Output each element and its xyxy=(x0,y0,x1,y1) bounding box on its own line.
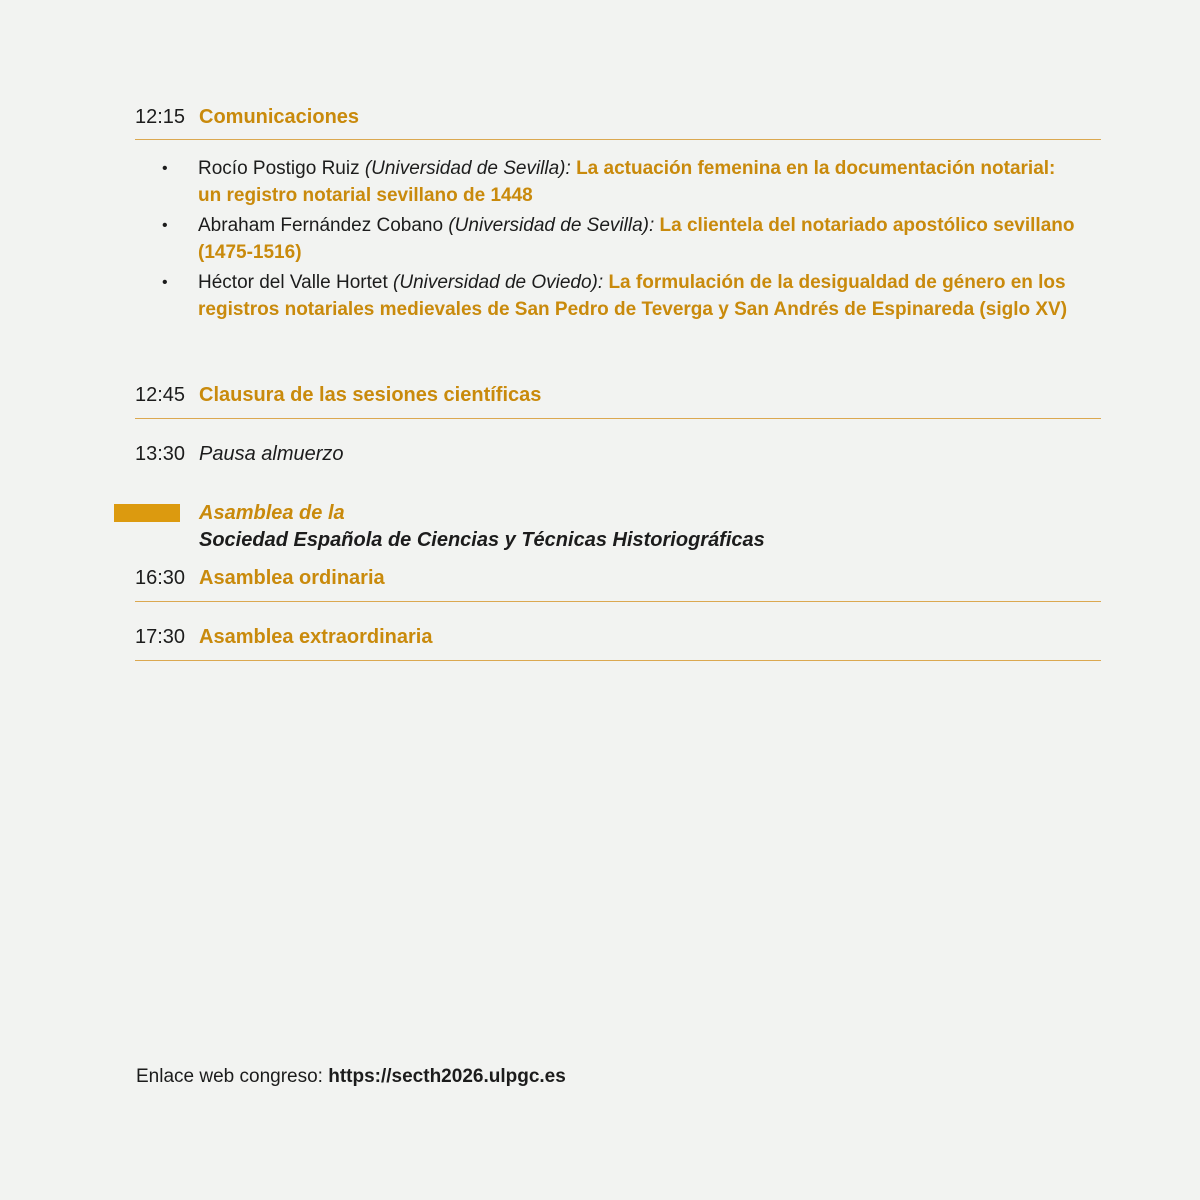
talk-affiliation: (Universidad de Sevilla): xyxy=(364,158,571,179)
talk-author: Abraham Fernández Cobano xyxy=(198,215,444,236)
time-label: 13:30 xyxy=(135,443,186,465)
session-title: Pausa almuerzo xyxy=(199,443,344,465)
section-marker-bar xyxy=(114,504,180,522)
list-item xyxy=(160,212,1080,266)
talk-affiliation: (Universidad de Sevilla): xyxy=(448,215,655,236)
congress-link[interactable]: https://secth2026.ulpgc.es xyxy=(328,1066,566,1087)
session-title: Asamblea extraordinaria xyxy=(199,626,433,648)
time-label: 12:45 xyxy=(135,384,186,406)
session-title: Clausura de las sesiones científicas xyxy=(199,384,542,406)
talk-title: La clientela del notariado apostólico sevillano (1475-1516) xyxy=(198,215,1075,263)
divider xyxy=(135,418,1101,419)
divider xyxy=(135,660,1101,661)
talk-author: Rocío Postigo Ruiz xyxy=(198,158,360,179)
divider xyxy=(135,601,1101,602)
talk-affiliation: (Universidad de Oviedo): xyxy=(393,272,604,293)
talk-author: Héctor del Valle Hortet xyxy=(198,272,388,293)
assembly-heading-line1: Asamblea de la xyxy=(199,502,345,524)
session-title: Asamblea ordinaria xyxy=(199,567,385,589)
bullet-icon: • xyxy=(162,274,168,291)
assembly-heading xyxy=(199,500,765,554)
time-label: 16:30 xyxy=(135,567,186,589)
footer xyxy=(136,1066,566,1088)
divider xyxy=(135,139,1101,140)
bullet-icon: • xyxy=(162,217,168,234)
time-label: 17:30 xyxy=(135,626,186,648)
time-label: 12:15 xyxy=(135,106,186,128)
talk-title: La actuación femenina en la documentación notarial: un registro notarial sevillano de 1448 xyxy=(198,158,1056,206)
session-title: Comunicaciones xyxy=(199,106,360,128)
assembly-heading-line2: Sociedad Española de Ciencias y Técnicas Historiográficas xyxy=(199,529,765,551)
list-item xyxy=(160,269,1080,323)
list-item xyxy=(160,155,1080,209)
talk-title: La formulación de la desigualdad de género en los registros notariales medievales de San Pedro de Teverga y San Andrés de Espinareda (siglo XV) xyxy=(198,272,1068,320)
talk-list xyxy=(160,155,1080,326)
footer-label: Enlace web congreso: xyxy=(136,1066,323,1087)
bullet-icon: • xyxy=(162,160,168,177)
